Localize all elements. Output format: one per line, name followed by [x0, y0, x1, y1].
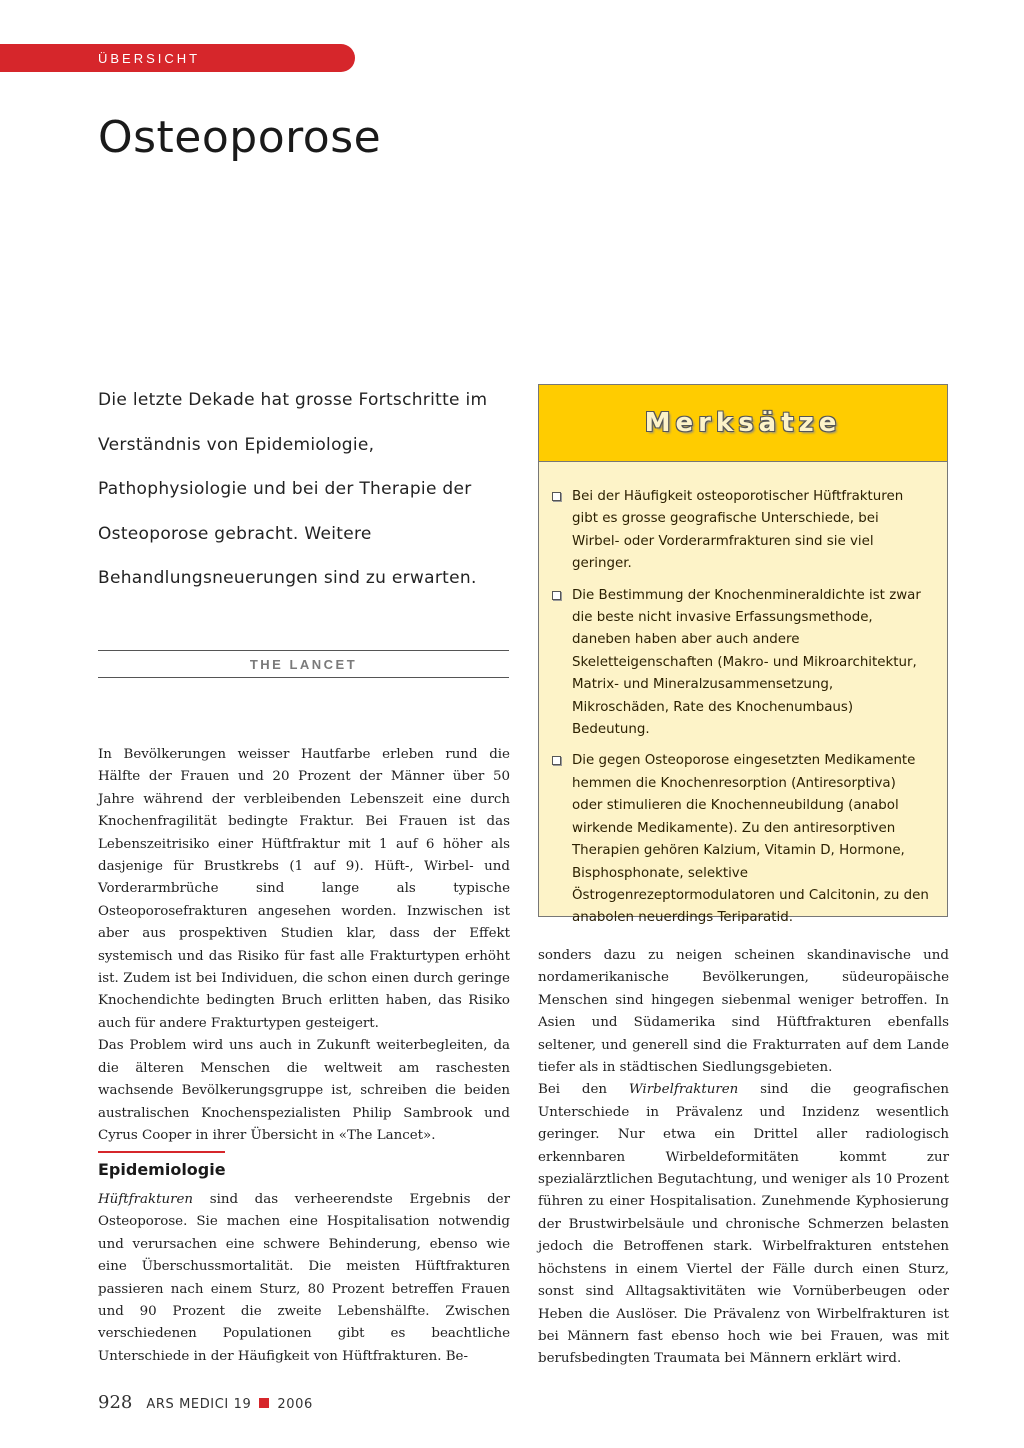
heading-rule: [98, 1151, 225, 1153]
source-label: THE LANCET: [249, 656, 358, 672]
emphasis-term: Hüftfrakturen: [98, 1192, 194, 1207]
key-points-title: Merksätze: [644, 408, 842, 438]
key-points-list: [539, 462, 947, 930]
body-paragraph: [538, 1079, 949, 1370]
page-title: Osteoporose: [98, 112, 382, 163]
body-column-3: [538, 945, 949, 1371]
page-number: 928: [98, 1392, 133, 1413]
body-paragraph: In Bevölkerungen weisser Hautfarbe erleben rund die Hälfte der Frauen und 20 Prozent der Männer über 50 Jahre während der verbleibenden Lebenszeit eine durch Knochenfragilität bedingte Fraktur. Bei Frauen ist das Lebenszeitrisiko einer Hüftfraktur mit 1 auf 6 höher als dasjenige für Brustkrebs (1 auf 9). Hüft-, Wirbel- und Vorderarmbrüche sind lange als typische Osteoporosefrakturen angesehen worden. Inzwischen ist aber aus prospektiven Studien klar, dass der Effekt systemisch und das Risiko für fast alle Frakturtypen erhöht ist. Zudem ist bei Individuen, die schon einen durch geringe Knochendichte bedingten Bruch erlitten haben, das Risiko auch für andere Frakturtypen gesteigert.: [98, 747, 510, 1031]
separator-square-icon: [259, 1398, 269, 1408]
key-point-text: Bei der Häufigkeit osteoporotischer Hüftfrakturen gibt es grosse geografische Unterschiede, bei Wirbel- oder Vorderarmfrakturen sind sie viel geringer.: [572, 489, 904, 572]
checkbox-bullet-icon: [552, 756, 561, 765]
paragraph-text: sind die geografischen Unterschiede in Prävalenz und Inzidenz wesentlich geringer. Nur etwa ein Drittel aller radiologisch erkennbaren Wirbeldeformitäten kommt zur spezialärztlichen Begutachtung, und weniger als 10 Prozent führen zu einer Hospitalisation. Zunehmende Kyphosierung der Brustwirbelsäule und chronische Schmerzen belasten jedoch die Betroffenen stark. Wirbelfrakturen entstehen höchstens in einem Viertel der Fälle durch einen Sturz, sonst sind Alltagsaktivitäten wie Vornüberbeugen oder Heben die Auslöser. Die Prävalenz von Wirbelfrakturen ist bei Männern fast ebenso hoch wie bei Frauen, was mit berufsbedingten Traumata bei Männern erklärt wird.: [538, 1082, 949, 1367]
key-point-text: Die Bestimmung der Knochenmineraldichte ist zwar die beste nicht invasive Erfassungsmethode, daneben haben aber auch andere Skeletteigenschaften (Makro- und Mikroarchitektur, Matrix- und Mineralzusammensetzung, Mikroschäden, Rate des Knochenumbaus) Bedeutung.: [572, 587, 921, 738]
body-paragraph: Das Problem wird uns auch in Zukunft weiterbegleiten, da die älteren Menschen die weltweit am raschesten wachsende Bevölkerungsgruppe ist, schreiben die beiden australischen Knochenspezialisten Philip Sambrook und Cyrus Cooper in ihrer Übersicht in «The Lancet».: [98, 1038, 510, 1143]
key-point-item: [549, 585, 929, 742]
key-point-text: Die gegen Osteoporose eingesetzten Medikamente hemmen die Knochenresorption (Antiresorptiva) oder stimulieren die Knochenneubildung (anabol wirkende Medikamente). Zu den antiresorptiven Therapien gehören Kalzium, Vitamin D, Hormone, Bisphosphonate, selektive Östrogenrezeptormodulatoren und Calcitonin, zu den anabolen neuerdings Teriparatid.: [572, 753, 929, 926]
page-footer: [98, 1392, 313, 1413]
body-column-1: [98, 744, 510, 1147]
section-heading: Epidemiologie: [98, 1160, 226, 1179]
body-paragraph: [98, 1189, 510, 1368]
checkbox-bullet-icon: [552, 492, 561, 501]
body-column-2: [98, 1189, 510, 1368]
key-point-item: [549, 750, 929, 929]
key-points-header: [539, 385, 947, 462]
journal-name: ARS MEDICI 19: [146, 1397, 252, 1412]
key-point-item: [549, 486, 929, 576]
journal-year: 2006: [277, 1397, 313, 1412]
key-points-box: [538, 384, 948, 926]
body-paragraph: sonders dazu zu neigen scheinen skandinavische und nordamerikanische Bevölkerungen, südeuropäische Menschen sind hingegen siebenmal weniger betroffen. In Asien und Südamerika sind Hüftfrakturen ebenfalls seltener, und generell sind die Frakturraten auf dem Lande tiefer als in städtischen Siedlungsgebieten.: [538, 948, 949, 1076]
section-label: ÜBERSICHT: [98, 50, 201, 66]
emphasis-term: Wirbelfrakturen: [628, 1082, 739, 1098]
source-banner: [98, 650, 509, 678]
paragraph-text: Bei den: [538, 1082, 629, 1098]
lead-paragraph: Die letzte Dekade hat grosse Fortschritte im Verständnis von Epidemiologie, Pathophysiologie und bei der Therapie der Osteoporose gebracht. Weitere Behandlungsneuerungen sind zu erwarten.: [98, 390, 488, 588]
checkbox-bullet-icon: [552, 591, 561, 600]
paragraph-text: sind das verheerendste Ergebnis der Osteoporose. Sie machen eine Hospitalisation notwendig und verursachen eine schwere Behinderung, ebenso wie eine Überschussmortalität. Die meisten Hüftfrakturen passieren nach einem Sturz, 80 Prozent betreffen Frauen und 90 Prozent die zweite Lebenshälfte. Zwischen verschiedenen Populationen gibt es beachtliche Unterschiede in der Häufigkeit von Hüftfrakturen. Be-: [98, 1192, 510, 1364]
section-tab: [0, 44, 355, 72]
